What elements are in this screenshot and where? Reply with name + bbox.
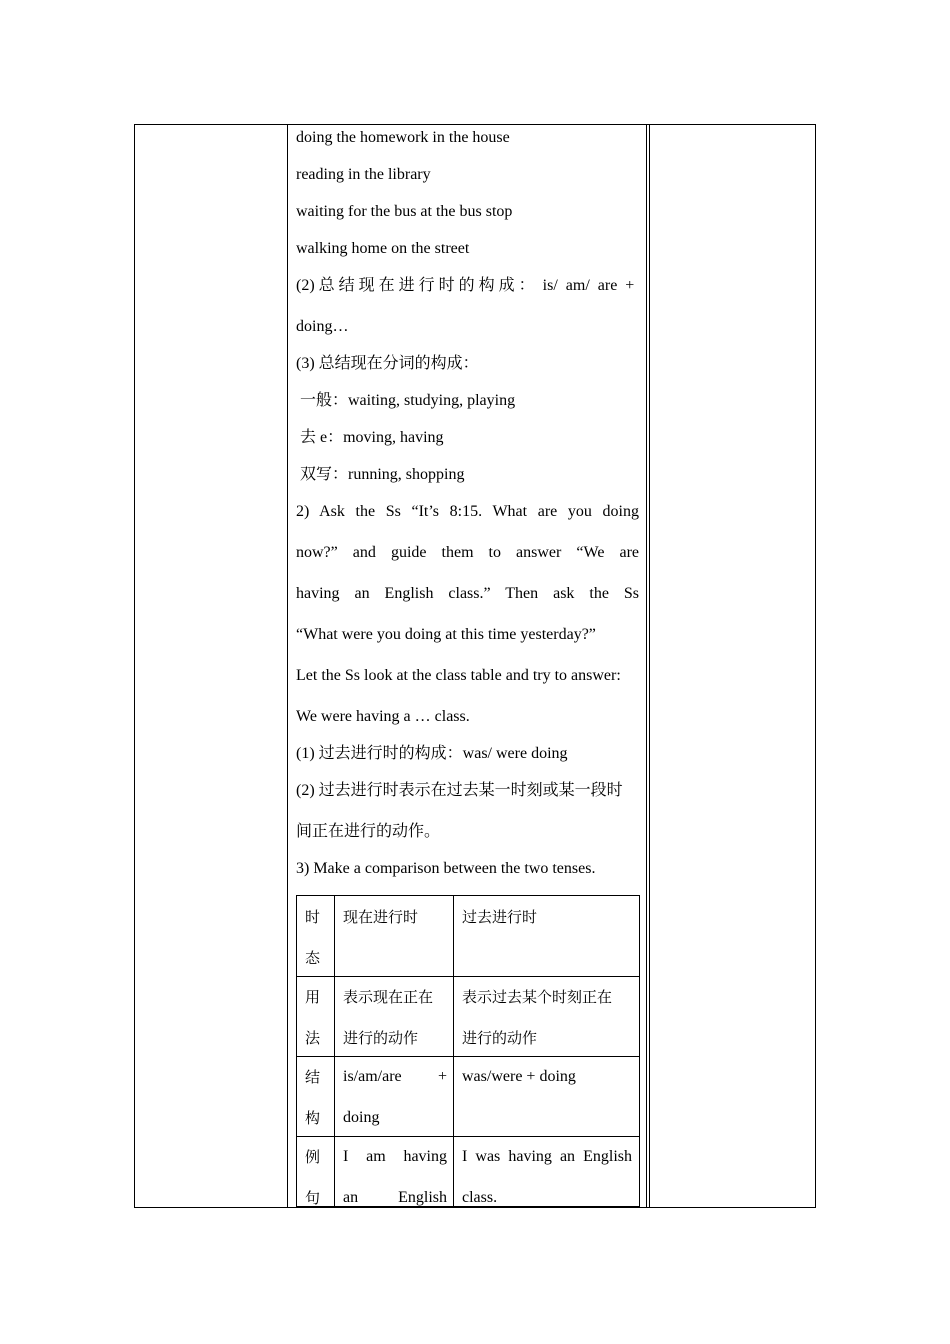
text-line: (1) 过去进行时的构成：was/ were doing [296,745,568,762]
table-row-header: 例 句 [305,1148,321,1207]
table-divider [297,976,639,977]
text-line: “What were you doing at this time yesterday?” [296,626,596,643]
table-cell: I was having an English class. [462,1148,632,1206]
table-row-header: 结 构 [305,1068,321,1127]
table-cell: is/am/are + doing [343,1068,447,1126]
table-divider [297,1136,639,1137]
column-divider [649,125,650,1207]
lesson-table [134,124,816,1208]
text-line: 2) Ask the Ss “It’s 8:15. What are you doing [296,503,639,520]
text-line: reading in the library [296,166,431,183]
table-row-header: 用 法 [305,988,321,1047]
table-cell: was/were + doing [462,1068,576,1085]
text-line: doing… [296,318,349,335]
table-cell: 现在进行时 [343,908,419,926]
text-line: 3) Make a comparison between the two tenses. [296,860,596,877]
table-cell: 表示过去某个时刻正在 进行的动作 [462,988,613,1047]
text-line: (2) 总 结 现 在 进 行 时 的 构 成 ： is/ am/ are + [296,277,635,294]
text-line: (3) 总结现在分词的构成： [296,355,479,372]
text-line: 双写：running, shopping [296,466,465,483]
procedure-column [296,125,639,893]
text-line: Let the Ss look at the class table and try to answer: [296,667,621,684]
table-cell: 表示现在正在 进行的动作 [343,988,434,1047]
text-line: 间正在进行的动作。 [296,823,441,840]
text-line: having an English class.” Then ask the Ss [296,585,639,602]
table-divider [297,1056,639,1057]
tense-comparison-table [296,895,640,1207]
text-line: (2) 过去进行时表示在过去某一时刻或某一段时 [296,782,623,799]
column-divider [646,125,647,1207]
column-divider [287,125,288,1207]
table-divider [453,896,454,1206]
text-line: walking home on the street [296,240,470,257]
text-line: We were having a … class. [296,708,470,725]
table-divider [334,896,335,1206]
table-row-header: 时 态 [305,908,321,967]
text-line: waiting for the bus at the bus stop [296,203,513,220]
text-line: doing the homework in the house [296,129,510,146]
text-line: 一般：waiting, studying, playing [296,392,516,409]
text-line: now?” and guide them to answer “We are [296,544,639,561]
table-cell: I am having an English [343,1148,447,1206]
table-cell: 过去进行时 [462,908,538,926]
text-line: 去 e：moving, having [296,429,444,446]
